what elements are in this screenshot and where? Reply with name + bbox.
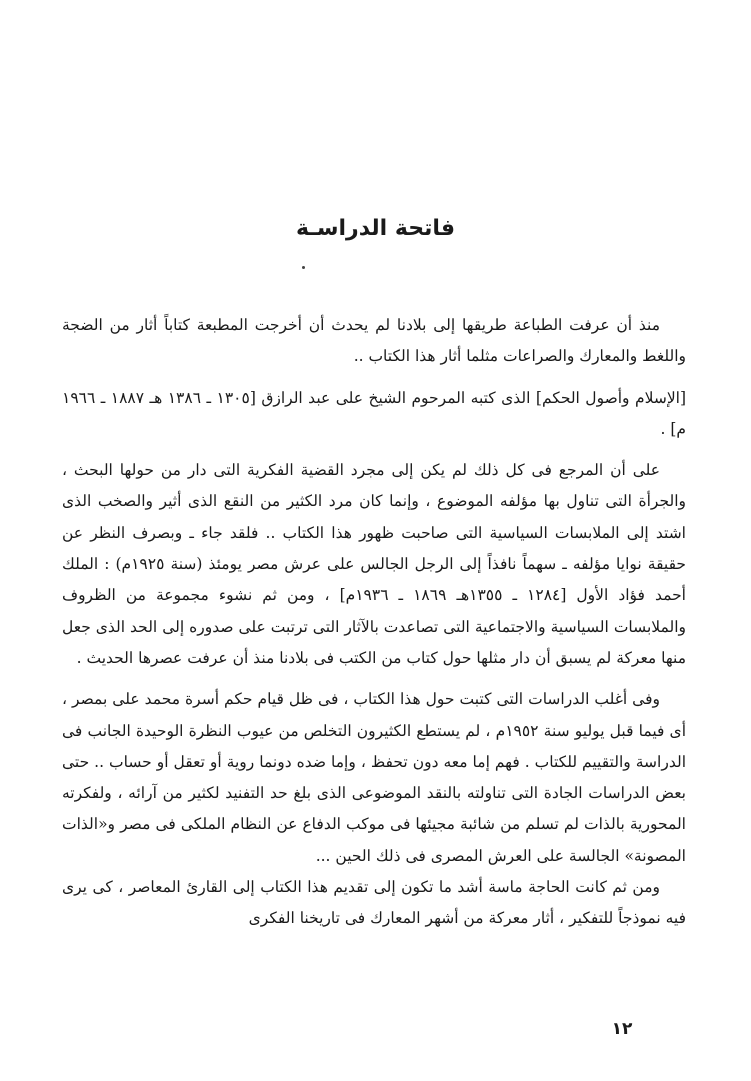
page-number: ١٢ xyxy=(611,1019,633,1039)
body-text xyxy=(62,310,686,935)
paragraph-2: [الإسلام وأصول الحكم] الذى كتبه المرحوم الشيخ على عبد الرازق [١٣٠٥ ـ ١٣٨٦ هـ ١٨٨٧ ـ ١٩٦٦ م] . xyxy=(62,388,687,438)
page-title: فاتحة الدراسـة xyxy=(296,216,455,241)
ornament-dot xyxy=(302,266,305,269)
paragraph-4: وفى أغلب الدراسات التى كتبت حول هذا الكتاب ، فى ظل قيام حكم أسرة محمد على بمصر ، أى فيما قبل يوليو سنة ١٩٥٢م ، لم يستطع الكثيرون التخلص من عيوب النظرة الوحيدة الجانب فى الدراسة والتقييم للكتاب . فهم إما معه دون تحفظ ، وإما ضده دونما روية أو تعقل أو حساب .. حتى بعض الدراسات الجادة التى تناولته بالنقد الموضوعى الذى بلغ حد التفنيد لكثير من آرائه ، ولفكرته المحورية بالذات لم تسلم من شائبة مجيئها فى موكب الدفاع عن النظام الملكى فى مصر و«الذات المصونة» الجالسة على العرش المصرى فى ذلك الحين ... xyxy=(62,690,686,865)
paragraph-3: على أن المرجع فى كل ذلك لم يكن إلى مجرد القضية الفكرية التى دار من حولها البحث ، والجرأة التى تناول بها مؤلفه الموضوع ، وإنما كان مرد الكثير من النقع الذى أثير والصخب الذى اشتد إلى الملابسات السياسية التى صاحبت ظهور هذا الكتاب .. فلقد جاء ـ وبصرف النظر عن حقيقة نوايا مؤلفه ـ سهماً نافذاً إلى الرجل الجالس على عرش مصر يومئذ (سنة ١٩٢٥م) : الملك أحمد فؤاد الأول [١٢٨٤ ـ ١٣٥٥هـ ١٨٦٩ ـ ١٩٣٦م] ، ومن ثم نشوء مجموعة من الظروف والملابسات السياسية والاجتماعية التى تصاعدت بالآثار التى ترتبت على صدوره إلى الحد الذى جعل منها معركة لم يسبق أن دار مثلها حول كتاب من الكتب فى بلادنا منذ أن عرفت عصرها الحديث . xyxy=(62,461,687,667)
paragraph-5: ومن ثم كانت الحاجة ماسة أشد ما تكون إلى تقديم هذا الكتاب إلى القارئ المعاصر ، كى يرى فيه نموذجاً للتفكير ، أثار معركة من أشهر المعارك فى تاريخنا الفكرى xyxy=(62,878,686,928)
paragraph-1: منذ أن عرفت الطباعة طريقها إلى بلادنا لم يحدث أن أخرجت المطبعة كتاباً أثار من الضجة واللغط والمعارك والصراعات مثلما أثار هذا الكتاب .. xyxy=(62,316,686,366)
